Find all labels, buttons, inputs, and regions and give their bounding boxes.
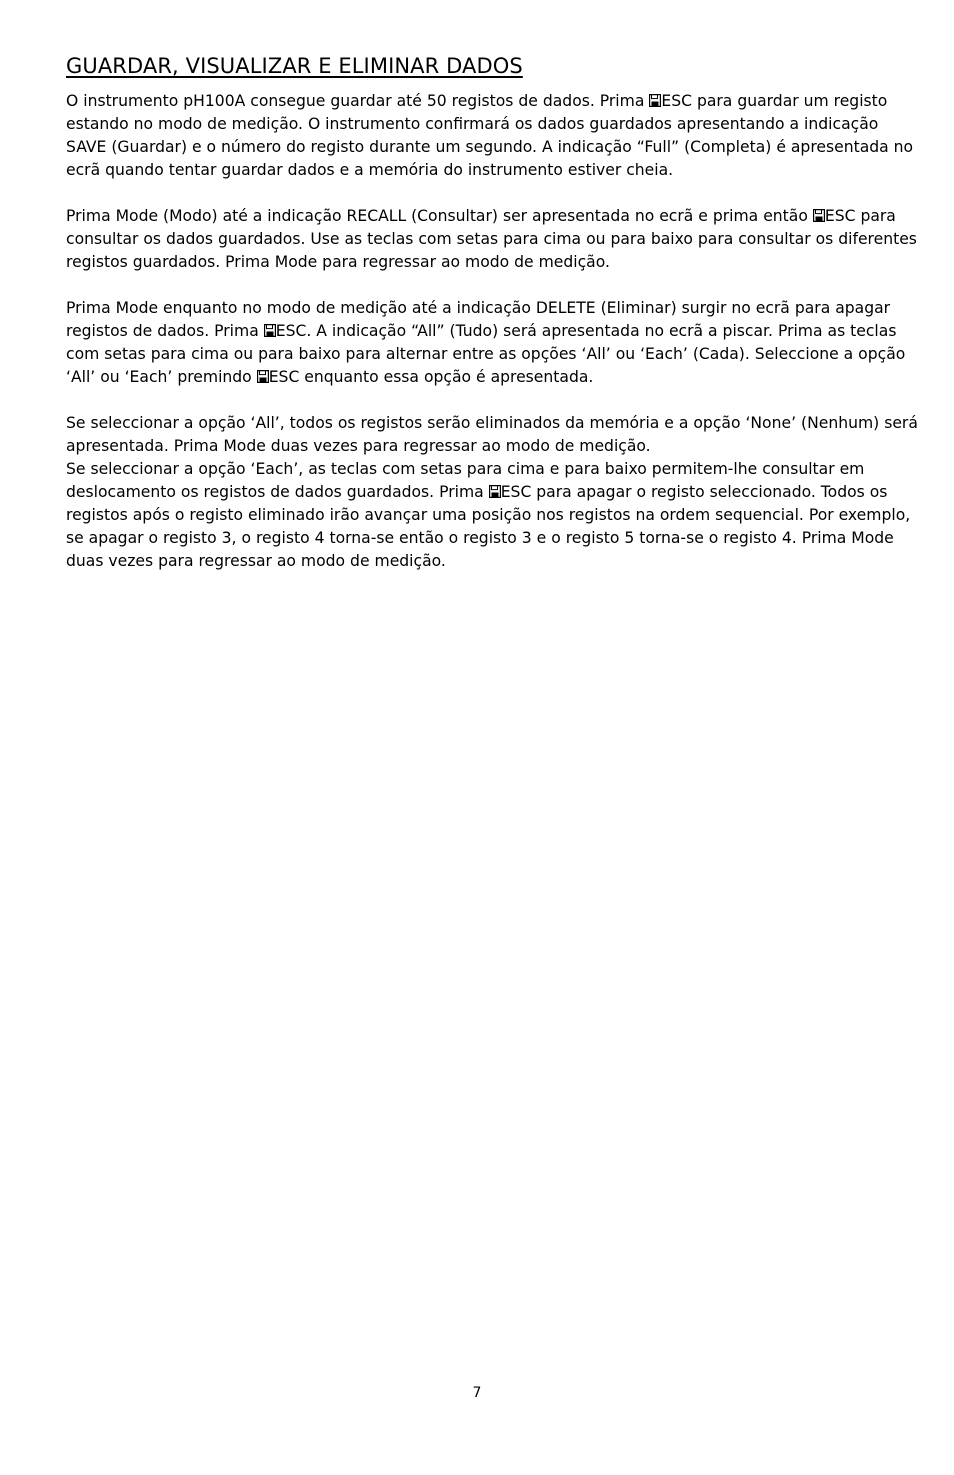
document-page bbox=[66, 52, 922, 573]
floppy-disk-icon bbox=[813, 209, 825, 222]
paragraph-text: para apagar o registo seleccionado. Todos os registos após o registo eliminado irão avançar uma posição nos registos na ordem sequencial. Por exemplo, se apagar o registo 3, o registo 4 torna-se então o registo 3 e o registo 5 torna-se o registo 4. Prima Mode duas vezes para regressar ao modo de medição. bbox=[66, 483, 911, 570]
paragraph-text: Se seleccionar a opção ‘Each’, as teclas com setas para cima e para baixo permitem-lhe consultar em deslocamento os registos de dados guardados. Prima bbox=[66, 460, 865, 501]
paragraph-delete-each bbox=[66, 458, 922, 573]
save-esc-key bbox=[257, 368, 300, 386]
esc-key-label: ESC bbox=[268, 368, 300, 386]
paragraph-save bbox=[66, 90, 922, 182]
page-number: 7 bbox=[472, 1385, 482, 1401]
section-title: GUARDAR, VISUALIZAR E ELIMINAR DADOS bbox=[66, 54, 523, 78]
paragraph-text: para guardar um registo estando no modo de medição. O instrumento confirmará os dados guardados apresentando a indicação SAVE (Guardar) e o número do registo durante um segundo. A indicação “Full” (Completa) é apresentada no ecrã quando tentar guardar dados e a memória do instrumento estiver cheia. bbox=[66, 92, 914, 179]
paragraph-text: . A indicação “All” (Tudo) será apresentada no ecrã a piscar. Prima as teclas com setas para cima ou para baixo para alternar entre as opções ‘All’ ou ‘Each’ (Cada). Seleccione a opção ‘All’ ou ‘Each’ premindo bbox=[66, 322, 906, 386]
save-esc-key bbox=[813, 207, 856, 225]
esc-key-label: ESC bbox=[661, 92, 692, 110]
esc-key-label: ESC bbox=[824, 207, 856, 225]
paragraph-text: enquanto essa opção é apresentada. bbox=[299, 368, 594, 386]
paragraph-recall bbox=[66, 205, 922, 274]
paragraph-text: Prima Mode enquanto no modo de medição até a indicação DELETE (Eliminar) surgir no ecrã para apagar registos de dados. Prima bbox=[66, 299, 891, 340]
save-esc-key bbox=[489, 483, 532, 501]
paragraph-delete-all bbox=[66, 412, 922, 458]
paragraph-text: Se seleccionar a opção ‘All’, todos os registos serão eliminados da memória e a opção ‘None’ (Nenhum) será apresentada. Prima Mode duas vezes para regressar ao modo de medição. bbox=[66, 414, 918, 455]
floppy-disk-icon bbox=[489, 485, 501, 498]
floppy-disk-icon bbox=[257, 370, 269, 383]
paragraph-text: O instrumento pH100A consegue guardar até 50 registos de dados. Prima bbox=[66, 92, 650, 110]
esc-key-label: ESC bbox=[275, 322, 307, 340]
esc-key-label: ESC bbox=[500, 483, 532, 501]
floppy-disk-icon bbox=[649, 94, 661, 107]
save-esc-key bbox=[264, 322, 307, 340]
paragraph-text: Prima Mode (Modo) até a indicação RECALL (Consultar) ser apresentada no ecrã e prima então bbox=[66, 207, 813, 225]
paragraph-text: para consultar os dados guardados. Use as teclas com setas para cima ou para baixo para consultar os diferentes registos guardados. Prima Mode para regressar ao modo de medição. bbox=[66, 207, 917, 271]
save-esc-key bbox=[649, 92, 692, 110]
floppy-disk-icon bbox=[264, 324, 276, 337]
paragraph-delete bbox=[66, 297, 922, 389]
